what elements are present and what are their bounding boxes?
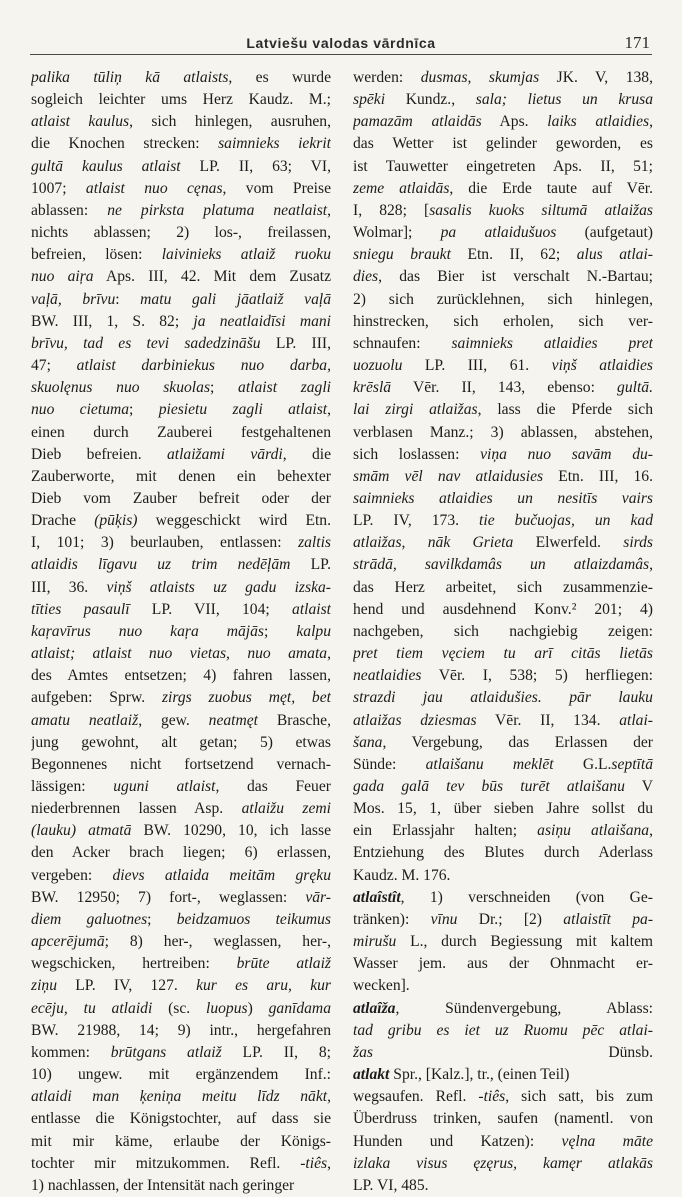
text-line: werden: dusmas, skumjas JK. V, 138,	[353, 69, 653, 86]
text-line: Mos. 15, 1, über sieben Jahre sollst du	[353, 800, 653, 818]
left-column	[31, 67, 331, 1197]
text-line: wecken].	[353, 977, 410, 995]
text-line: kaŗavīrus nuo kaŗa mājās; kalpu	[31, 622, 331, 640]
text-line: žas Dünsb.	[353, 1043, 653, 1061]
text-line: lässigen: uguni atlaist, das Feuer	[31, 778, 331, 795]
text-line: atlaist; atlaist nuo vietas, nuo amata,	[31, 645, 331, 663]
text-line: hinstrecken, sich erholen, sich ver-	[353, 312, 653, 330]
text-line: pret tiem vęciem tu arī citās lietās	[353, 645, 653, 663]
text-line: Entziehung des Blutes durch Aderlass	[353, 844, 653, 862]
text-line: apcerējumā; 8) her-, weglassen, her-,	[31, 933, 331, 951]
text-line: schnaufen: saimnieks atlaidies pret	[353, 334, 653, 352]
text-line: tränken): vīnu Dr.; [2) atlaistīt pa-	[353, 910, 653, 928]
right-column	[353, 67, 653, 1197]
text-line: sich loslassen: viņa nuo savām du-	[353, 445, 653, 463]
text-line: atlaidis līgavu uz trim nedēļām LP.	[31, 556, 331, 574]
text-line: atlakt Spr., [Kalz.], tr., (einen Teil)	[353, 1066, 570, 1084]
text-line: BW. 12950; 7) fort-, weglassen: vār-	[31, 888, 331, 906]
text-line: III, 36. viņš atlaists uz gadu izska-	[31, 578, 331, 596]
text-line: ein Erlassjahr halten; asiņu atlaišana,	[353, 822, 653, 840]
text-line: atlaîža, Sündenvergebung, Ablass:	[353, 999, 653, 1017]
text-line: Drache (pūķis) weggeschickt wird Etn.	[31, 512, 331, 530]
text-line: uozuolu LP. III, 61. viņš atlaidies	[353, 357, 653, 375]
text-line: aufgeben: Sprw. zirgs zuobus męt, bet	[31, 689, 331, 707]
page-number: 171	[624, 33, 650, 52]
text-line: das Herz arbeitet, sich zusammenzie-	[353, 578, 653, 596]
text-line: nuo aiŗa Aps. III, 42. Mit dem Zusatz	[31, 268, 331, 286]
text-line: ziņu LP. IV, 127. kur es aru, kur	[31, 977, 331, 995]
text-line: brīvu, tad es tevi sadedzināšu LP. III,	[31, 334, 331, 352]
text-line: ablassen: ne pirksta platuma neatlaist,	[31, 201, 331, 219]
text-line: lai zirgi atlaižas, lass die Pferde sich	[353, 401, 653, 419]
text-line: Sünde: atlaišanu meklēt G.L.septītā	[353, 755, 653, 773]
text-line: atlaižas dziesmas Vēr. II, 134. atlai-	[353, 711, 653, 729]
text-line: Dieb vom Zauber befreit oder der	[31, 489, 331, 507]
text-line: den Acker brach liegen; 6) erlassen,	[31, 844, 331, 862]
text-line: befreien, lösen: laivinieks atlaiž ruoku	[31, 246, 331, 264]
text-line: sogleich leichter ums Herz Kaudz. M.;	[31, 91, 331, 109]
text-line: saimnieks atlaidies un nesitīs vairs	[353, 489, 653, 507]
text-line: LP. VI, 485.	[353, 1176, 429, 1194]
text-line: 1007; atlaist nuo cęnas, vom Preise	[31, 179, 331, 197]
text-line: strazdi jau atlaidušies. pār lauku	[353, 689, 653, 707]
text-line: Überdruss trinken, saufen (namentl. von	[353, 1110, 653, 1128]
text-line: izlaka visus ęzęrus, kamęr atlakās	[353, 1154, 653, 1172]
text-line: Kaudz. M. 176.	[353, 866, 451, 884]
text-line: Wasser jem. aus der Ohnmacht er-	[353, 955, 653, 973]
text-line: smām vēl nav atlaidusies Etn. III, 16.	[353, 467, 653, 485]
text-line: 10) ungew. mit ergänzendem Inf.:	[31, 1066, 331, 1084]
text-line: gada galā tev būs turēt atlaišanu V	[353, 778, 653, 795]
text-line: das Wetter ist gelinder geworden, es	[353, 135, 653, 153]
text-line: amatu neatlaiž, gew. neatmęt Brasche,	[31, 711, 331, 729]
text-line: atlaist kaulus, sich hinlegen, ausruhen,	[31, 113, 331, 131]
text-line: gultā kaulus atlaist LP. II, 63; VI,	[31, 157, 331, 175]
text-line: 2) sich zurücklehnen, sich hinlegen,	[353, 290, 653, 308]
text-line: jung gewohnt, alt getan; 5) etwas	[31, 733, 331, 751]
text-line: tochter mir mitzukommen. Refl. -tiês,	[31, 1154, 331, 1172]
text-line: 47; atlaist darbiniekus nuo darba,	[31, 357, 331, 375]
text-line: dies, das Bier ist verschalt N.-Bartau;	[353, 268, 653, 286]
text-line: atlaižas, nāk Grieta Elwerfeld. sirds	[353, 534, 653, 552]
text-line: tad gribu es iet uz Ruomu pēc atlai-	[353, 1021, 653, 1039]
text-line: hend und ausdehnend Konv.² 201; 4)	[353, 600, 653, 618]
text-line: zeme atlaidās, die Erde taute auf Vēr.	[353, 179, 653, 197]
text-line: nachgeben, sich nachgiebig zeigen:	[353, 622, 653, 640]
text-line: vergeben: dievs atlaida meitām gręku	[31, 866, 331, 884]
text-line: ist Tauwetter eingetreten Aps. II, 51;	[353, 157, 653, 175]
text-line: tīties pasaulī LP. VII, 104; atlaist	[31, 600, 331, 618]
text-line: wegsaufen. Refl. -tiês, sich satt, bis zum	[353, 1088, 653, 1106]
text-line: Begonnenes nicht fortsetzend vernach-	[31, 755, 331, 773]
text-line: 1) nachlassen, der Intensität nach geringer	[31, 1176, 295, 1194]
text-line: BW. 21988, 14; 9) intr., hergefahren	[31, 1021, 331, 1039]
text-line: spēki Kundz., sala; lietus un krusa	[353, 91, 653, 109]
text-line: strādā, savilkdamâs un atlaizdamâs,	[353, 556, 653, 574]
text-line: atlaidi man ķeniņa meitu līdz nākt,	[31, 1088, 331, 1106]
text-line: LP. IV, 173. tie bučuojas, un kad	[353, 512, 653, 530]
text-line: I, 828; [sasalis kuoks siltumā atlaižas	[353, 201, 653, 219]
text-line: einen durch Zauberei festgehaltenen	[31, 423, 331, 441]
text-line: mit mir käme, erlaube der Königs-	[31, 1132, 331, 1150]
text-line: Hunden und Katzen): vęlna māte	[353, 1132, 653, 1150]
text-line: (lauku) atmatā BW. 10290, 10, ich lasse	[31, 822, 331, 840]
text-line: palika tūliņ kā atlaists, es wurde	[31, 69, 331, 86]
text-line: krēslā Vēr. II, 143, ebenso: gultā.	[353, 379, 653, 397]
text-line: ecēju, tu atlaidi (sc. luopus) ganīdama	[31, 999, 331, 1017]
text-line: die Knochen strecken: saimnieks iekrit	[31, 135, 331, 153]
text-line: niederbrennen lassen Asp. atlaižu zemi	[31, 800, 331, 818]
text-line: nichts ablassen; 2) los-, freilassen,	[31, 224, 331, 242]
text-line: neatlaidies Vēr. I, 538; 5) herfliegen:	[353, 667, 653, 685]
text-line: šana, Vergebung, das Erlassen der	[353, 733, 653, 751]
text-line: entlasse die Königstochter, auf dass sie	[31, 1110, 331, 1128]
text-line: nuo cietuma; piesietu zagli atlaist,	[31, 401, 331, 419]
text-line: diem galuotnes; beidzamuos teikumus	[31, 910, 331, 928]
text-line: wegschicken, hertreiben: brūte atlaiž	[31, 955, 331, 973]
page-header	[30, 32, 652, 55]
text-line: des Amtes entsetzen; 4) fahren lassen,	[31, 667, 331, 685]
text-line: pamazām atlaidās Aps. laiks atlaidies,	[353, 113, 653, 131]
text-line: BW. III, 1, S. 82; ja neatlaidīsi mani	[31, 312, 331, 330]
text-line: mirušu L., durch Begiessung mit kaltem	[353, 933, 653, 951]
text-line: atlaîstît, 1) verschneiden (von Ge-	[353, 888, 653, 906]
text-line: kommen: brūtgans atlaiž LP. II, 8;	[31, 1043, 331, 1061]
text-line: verblasen Manz.; 3) ablassen, abstehen,	[353, 423, 653, 441]
text-line: skuolęnus nuo skuolas; atlaist zagli	[31, 379, 331, 397]
text-line: Zauberworte, mit denen ein behexter	[31, 467, 331, 485]
text-line: vaļā, brīvu: matu gali jāatlaiž vaļā	[31, 290, 331, 308]
text-line: I, 101; 3) beurlauben, entlassen: zaltis	[31, 534, 331, 552]
text-line: sniegu braukt Etn. II, 62; alus atlai-	[353, 246, 653, 264]
text-line: Wolmar]; pa atlaidušuos (aufgetaut)	[353, 224, 653, 242]
page-title: Latviešu valodas vārdnīca	[246, 35, 436, 51]
text-line: Dieb befreien. atlaižami vārdi, die	[31, 445, 331, 463]
